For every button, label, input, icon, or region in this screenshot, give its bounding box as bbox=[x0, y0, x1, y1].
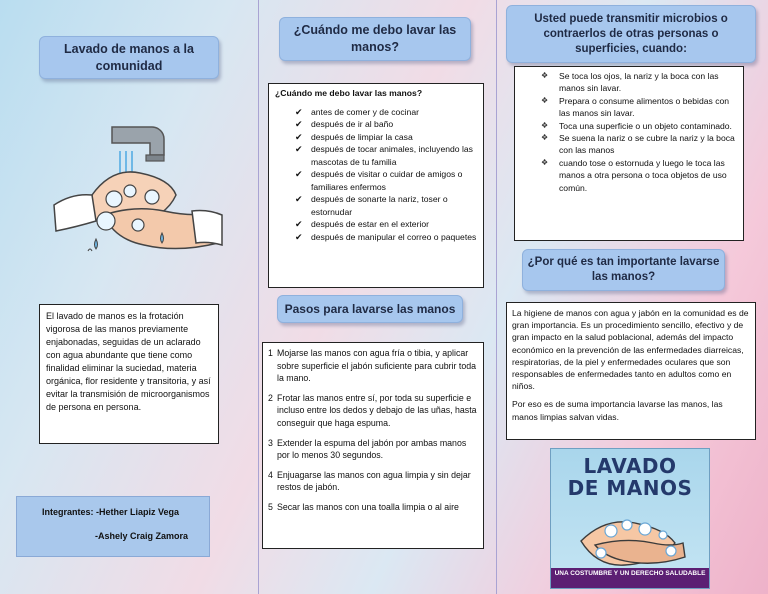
check-icon: ✔ bbox=[295, 131, 303, 142]
handwashing-illustration bbox=[52, 115, 224, 255]
panel2-title-text: ¿Cuándo me debo lavar las manos? bbox=[293, 23, 457, 54]
steps-title bbox=[277, 295, 463, 323]
team-box bbox=[16, 496, 210, 557]
check-icon: ✔ bbox=[295, 119, 303, 129]
transmit-item: ❖ Toca una superficie o un objeto contaminado. bbox=[541, 120, 732, 131]
fold-line-left bbox=[258, 0, 259, 594]
check-icon: ✔ bbox=[295, 231, 303, 242]
importance-paragraph-1: La higiene de manos con agua y jabón en la comunidad es de gran importancia. Es un procedimiento sencillo, efectivo y de gran impacto en la salud poblacional, además del impacto económico en la prevención de las enfermedades diarreicas, respiratorias, de la piel y enfermedades oculares que son responsables de enfermedades tanto en adultos como en niños. bbox=[512, 308, 749, 392]
when-item: ✔ después de manipular el correo o paquetes bbox=[295, 231, 477, 242]
panel1-title bbox=[39, 36, 219, 79]
team-label: Integrantes: -Hether Liapiz Vega bbox=[42, 507, 180, 517]
when-item: ✔ después de limpiar la casa bbox=[295, 131, 413, 142]
transmit-list-box bbox=[514, 66, 744, 241]
step-item: 4 Enjuagarse las manos con agua limpia y sin dejar restos de jabón. bbox=[268, 469, 471, 493]
definition-text: El lavado de manos es la frotación vigorosa de las manos previamente enjabonadas, seguidas de un aclarado con agua abundante que tiene como finalidad eliminar la suciedad, materia orgánica, flor residente y transitoria, y así evitar la transmisión de microorganismos de persona en persona. bbox=[46, 311, 211, 412]
transmit-item: ❖ Se toca los ojos, la nariz y la boca con las manos sin lavar. bbox=[541, 71, 719, 94]
diamond-bullet-icon: ❖ bbox=[541, 120, 549, 130]
diamond-bullet-icon: ❖ bbox=[541, 157, 549, 167]
step-item: 2 Frotar las manos entre sí, por toda su superficie e incluso entre los dedos y debajo de las uñas, hasta conseguir que haga espuma. bbox=[268, 392, 477, 428]
check-icon: ✔ bbox=[295, 106, 303, 117]
step-item: 1 Mojarse las manos con agua fría o tibia, y aplicar sobre superficie el jabón suficiente para cubrir toda la mano. bbox=[268, 348, 477, 384]
poster-banner: UNA COSTUMBRE Y UN DERECHO SALUDABLE bbox=[551, 568, 709, 588]
poster-title: LAVADO DE MANOS bbox=[567, 454, 693, 500]
importance-title bbox=[522, 249, 725, 291]
panel3-title bbox=[506, 5, 756, 63]
panel1-title-text: Lavado de manos a la comunidad bbox=[64, 41, 194, 73]
definition-box bbox=[39, 304, 219, 444]
importance-box bbox=[506, 302, 756, 440]
fold-line-right bbox=[496, 0, 497, 594]
when-list-heading: ¿Cuándo me debo lavar las manos? bbox=[275, 88, 423, 98]
diamond-bullet-icon: ❖ bbox=[541, 95, 549, 105]
check-icon: ✔ bbox=[295, 144, 303, 154]
check-icon: ✔ bbox=[295, 169, 303, 179]
diamond-bullet-icon: ❖ bbox=[541, 133, 549, 143]
panel2-title bbox=[279, 17, 471, 61]
panel3-title-text: Usted puede transmitir microbios o contraerlos de otras personas o superficies, cuando: bbox=[534, 12, 728, 55]
team-member-2: -Ashely Craig Zamora bbox=[95, 531, 189, 541]
when-item: ✔ antes de comer y de cocinar bbox=[295, 106, 419, 117]
transmit-item: ❖ Prepara o consume alimentos o bebidas con las manos sin lavar. bbox=[541, 95, 730, 119]
importance-paragraph-2: Por eso es de suma importancia lavarse las manos, las manos limpias salvan vidas. bbox=[512, 399, 723, 422]
transmit-item: ❖ Se suena la nariz o se cubre la nariz y la boca con las manos bbox=[541, 133, 735, 156]
transmit-item: ❖ cuando tose o estornuda y luego le toca las manos a otra persona o toca objetos de uso común. bbox=[541, 157, 727, 193]
importance-title-text: ¿Por qué es tan importante lavarse las manos? bbox=[527, 256, 720, 283]
check-icon: ✔ bbox=[295, 194, 303, 204]
when-item: ✔ después de tocar animales, incluyendo las mascotas de tu familia bbox=[295, 144, 473, 167]
steps-box bbox=[262, 342, 484, 549]
check-icon: ✔ bbox=[295, 219, 303, 229]
step-item: 5 Secar las manos con una toalla limpia o al aire bbox=[268, 501, 459, 512]
steps-list bbox=[267, 347, 479, 514]
when-item: ✔ después de ir al baño bbox=[295, 119, 394, 129]
when-list bbox=[275, 106, 477, 244]
steps-title-text: Pasos para lavarse las manos bbox=[284, 301, 456, 316]
transmit-list bbox=[519, 70, 739, 194]
when-item: ✔ después de visitar o cuidar de amigos o familiares enfermos bbox=[295, 169, 463, 192]
when-item: ✔ después de sonarte la nariz, toser o estornudar bbox=[295, 194, 448, 217]
step-item: 3 Extender la espuma del jabón por ambas manos por lo menos 30 segundos. bbox=[268, 437, 467, 461]
campaign-poster bbox=[550, 448, 710, 589]
diamond-bullet-icon: ❖ bbox=[541, 71, 549, 80]
when-list-box bbox=[268, 83, 484, 288]
when-item: ✔ después de estar en el exterior bbox=[295, 219, 429, 229]
poster-hands-illustration bbox=[571, 501, 691, 569]
